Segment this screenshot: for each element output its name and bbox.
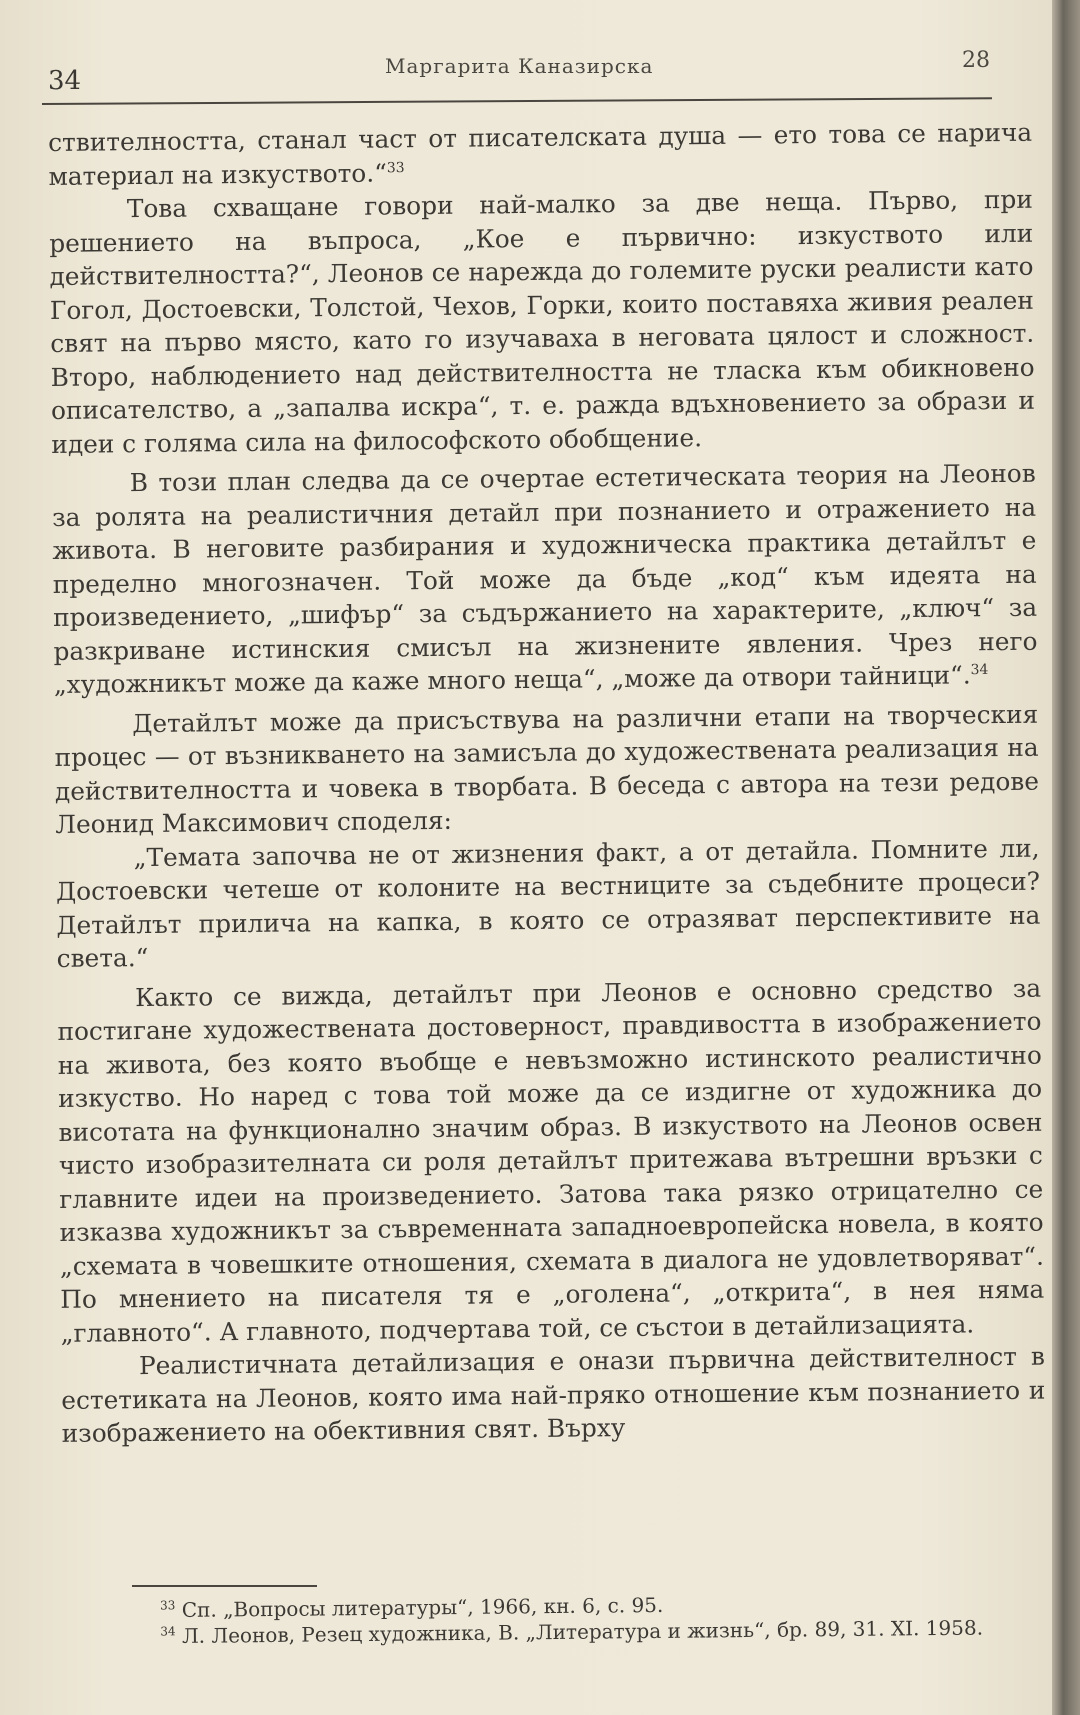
footnotes	[80, 1588, 1040, 1650]
paragraph-1: ствителността, станал част от писателската душа — ето това се нарича материал на изкуството.“$^{33}$	[48, 117, 1033, 191]
book-spine-shadow	[1052, 0, 1080, 1715]
footnote-33: $^{33}$ Сп. „Вопросы литературы“, 1966, кн. 6, с. 95.	[160, 1592, 664, 1622]
paragraph-6: Както се вижда, детайлът при Леонов е основно средство за постигане художествената достоверност, правдивостта в изображението на живота, без която въобще е невъзможно истинското реалистично изкуство. Но наред с това той може да се издигне от художника до висотата на функционално значим образ. В изкуството на Леонов освен чисто изобразителната си роля детайлът притежава вътрешни връзки с главните идеи на произведението. Затова така рязко отрицателно се изказва художникът за съвременната западноевропейска новела, в която „схемата в човешките отношения, схемата в диалога не удовлетворяват“. По мнението на писателя тя е „оголена“, „открита“, в нея няма „главното“. А главното, подчертава той, се състои в детайлизацията.	[57, 973, 1045, 1348]
body-text	[48, 116, 1046, 1451]
paragraph-5-quote: „Темата започва не от жизнения факт, а от детайла. Помните ли, Достоевски четеше от колоните на вестниците за съдебните процеси? Детайлът прилича на капка, в която се отразяват перспективите на света.“	[55, 833, 1041, 973]
paragraph-3: В този план следва да се очертае естетическата теория на Леонов за ролята на реалистичния детайл при познанието и отражението на живота. В неговите разбирания и художническа практика детайлът е пределно многозначен. Той може да бъде „код“ към идеята на произведението, „шифър“ за съдържанието на характерите, „ключ“ за разкриване истинския смисъл на жизнените явления. Чрез него „художникът може да каже много неща“, „може да отвори тайници“.$^{34}$	[51, 458, 1038, 699]
running-title: Маргарита Каназирска	[385, 54, 654, 78]
footnote-rule	[132, 1585, 317, 1587]
paragraph-4: Детайлът може да присъствува на различни етапи на творческия процес — от възникването на замисъла до художествената реализация на действителността и човека в творбата. В беседа с автора на тези редове Леонид Максимович споделя:	[54, 699, 1040, 839]
paragraph-2: Това схващане говори най-малко за две неща. Първо, при решението на въпроса, „Кое е първично: изкуството или действителността?“, Леонов се нарежда до големите руски реалисти като Гогол, Достоевски, Толстой, Чехов, Горки, които поставяха живия реален свят на първо място, като го изучаваха в неговата цялост и сложност. Второ, наблюдението над действителността не тласка към обикновено описателство, а „запалва искра“, т. е. ражда вдъхновението за образи и идеи с голяма сила на философското обобщение.	[49, 184, 1036, 459]
footnote-34: $^{34}$ Л. Леонов, Резец художника, В. „Литература и жизнь“, бр. 89, 31. XI. 1958.	[160, 1615, 984, 1648]
page-number-left: 34	[48, 66, 82, 96]
paragraph-7: Реалистичната детайлизация е онази първична действителност в естетиката на Леонов, която има най-пряко отношение към познанието и изображението на обективния свят. Върху	[61, 1341, 1046, 1448]
page-number-right: 28	[962, 48, 990, 73]
footnote-ref-34: 34	[970, 661, 989, 679]
footnote-ref-33: 33	[386, 159, 405, 176]
